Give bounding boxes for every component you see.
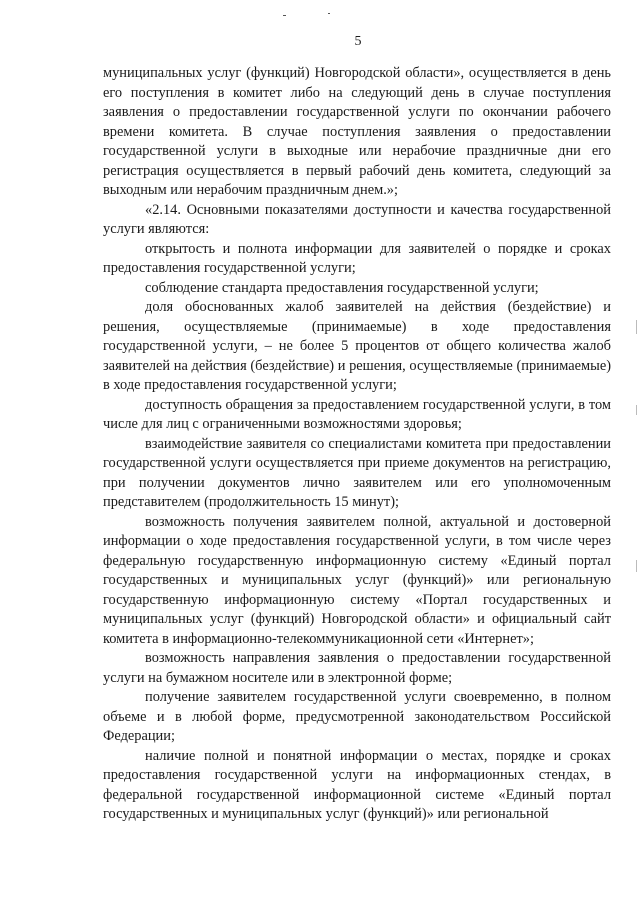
paragraph: возможность направления заявления о предоставлении государственной услуги на бумажном носителе или в электронной форме; bbox=[103, 650, 611, 686]
paragraph: получение заявителем государственной услуги своевременно, в полном объеме и в любой форме, предусмотренной законодательством Российской Федерации; bbox=[103, 689, 611, 744]
scan-mark bbox=[283, 15, 286, 16]
scan-mark bbox=[328, 13, 330, 14]
paragraph: доля обоснованных жалоб заявителей на действия (бездействие) и решения, осуществляемые (принимаемые) в ходе предоставления государственной услуги, – не более 5 процентов от общего количества жалоб заявителей на действия (бездействие) и решения, осуществляемые (принимаемые) в ходе предоставления государственной услуги; bbox=[103, 299, 611, 393]
paragraph: возможность получения заявителем полной, актуальной и достоверной информации о ходе предоставления государственной услуги, в том числе через федеральную государственную информационную систему «Единый портал государственных и муниципальных услуг (функций)» или региональную государственную информационную систему «Портал государственных и муниципальных услуг (функций) Новгородской области» и официальный сайт комитета в информационно-телекоммуникационной сети «Интернет»; bbox=[103, 513, 611, 647]
paragraph: наличие полной и понятной информации о местах, порядке и сроках предоставления государственной услуги на информационных стендах, в федеральной государственной информационной системе «Единый портал государственных и муниципальных услуг (функций)» или региональной bbox=[103, 747, 611, 822]
page-number: 5 bbox=[354, 34, 362, 49]
paragraph: взаимодействие заявителя со специалистами комитета при предоставлении государственной услуги осуществляется при приеме документов на регистрацию, при получении документов лично заявителем или его уполномоченным представителем (продолжительность 15 минут); bbox=[103, 435, 611, 510]
body-text bbox=[103, 64, 611, 825]
paragraph: открытость и полнота информации для заявителей о порядке и сроках предоставления государственной услуги; bbox=[103, 240, 611, 276]
paragraph: «2.14. Основными показателями доступности и качества государственной услуги являются: bbox=[103, 201, 611, 237]
scan-edge-mark bbox=[636, 320, 637, 334]
paragraph: муниципальных услуг (функций) Новгородской области», осуществляется в день его поступления в комитет либо на следующий день в случае поступления заявления о предоставлении государственной услуги по окончании рабочего времени комитета. В случае поступления заявления о предоставлении государственной услуги в выходные или нерабочие праздничные дни его регистрация осуществляется в первый рабочий день комитета, следующий за выходным или нерабочим праздничным днем.»; bbox=[103, 65, 611, 198]
paragraph: доступность обращения за предоставлением государственной услуги, в том числе для лиц с ограниченными возможностями здоровья; bbox=[103, 396, 611, 432]
scan-edge-mark bbox=[636, 405, 637, 415]
scan-edge-mark bbox=[636, 560, 637, 572]
paragraph: соблюдение стандарта предоставления государственной услуги; bbox=[145, 279, 539, 296]
